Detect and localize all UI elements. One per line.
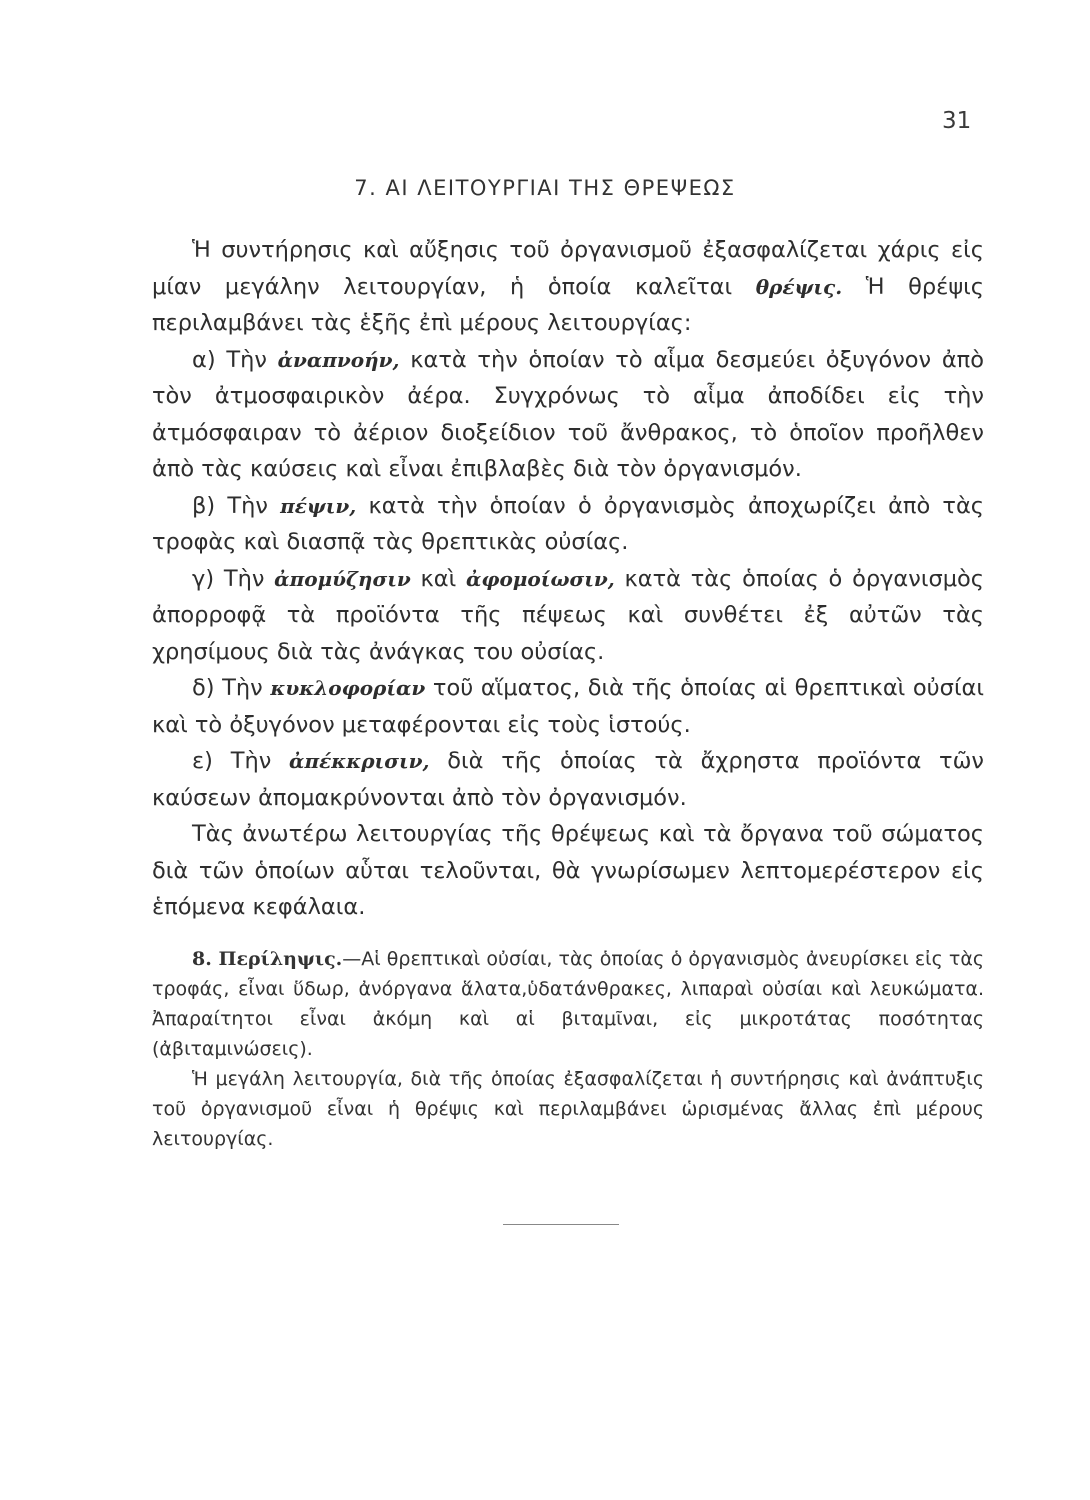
item-term: ἀπέκκρισιν, [289,749,430,773]
summary-section [152,944,984,1154]
closing-paragraph: Τὰς ἀνωτέρω λειτουργίας τῆς θρέψεως καὶ τὰ ὄργανα τοῦ σώματος διὰ τῶν ὁποίων αὗται τελοῦνται, θὰ γνωρίσωμεν λεπτομερέστερον εἰς ἑπόμενα κεφάλαια. [152,821,984,920]
list-item-e [152,743,984,816]
item-lead: β) Τὴν [192,492,281,519]
list-item-c [152,561,984,671]
section-title: 7. ΑΙ ΛΕΙΤΟΥΡΓΙΑΙ ΤΗΣ ΘΡΕΨΕΩΣ [354,176,736,200]
item-tail: κατὰ τὰς ὁποίας ὁ ὀργανισμὸς ἀπορροφᾷ τὰ προϊόντα τῆς πέψεως καὶ συνθέτει ἐξ αὐτῶν τὰς χρησίμους διὰ τὰς ἀνάγκας του οὐσίας. [152,565,984,665]
intro-paragraph [152,232,984,342]
intro-tail: Ἡ θρέψις περιλαμβάνει τὰς ἑξῆς ἐπὶ μέρους λειτουργίας: [152,273,984,336]
intro-term: θρέψις. [755,274,843,299]
item-tail: τοῦ αἵματος, διὰ τῆς ὁποίας αἱ θρεπτικαὶ οὐσίαι καὶ τὸ ὀξυγόνον μεταφέρονται εἰς τοὺς ἱστούς. [152,675,984,738]
item-lead: ε) Τὴν [192,748,290,774]
item-term: κυκλοφορίαν [270,676,426,700]
item-tail: κατὰ τὴν ὁποίαν τὸ αἷμα δεσμεύει ὀξυγόνον ἀπὸ τὸν ἀτμοσφαιρικὸν ἀέρα. Συγχρόνως τὸ αἷμα ἀποδίδει εἰς τὴν ἀτμόσφαιραν τὸ ἀέριον διοξείδιον τοῦ ἄνθρακος, τὸ ὁποῖον προῆλθεν ἀπὸ τὰς καύσεις καὶ εἶναι ἐπιβλαβὲς διὰ τὸν ὀργανισμόν. [152,346,984,482]
item-tail: κατὰ τὴν ὁποίαν ὁ ὀργανισμὸς ἀποχωρίζει ἀπὸ τὰς τροφὰς καὶ διασπᾷ τὰς θρεπτικὰς οὐσίας. [152,492,984,555]
item-term-2: ἀφομοίωσιν, [465,566,615,591]
summary-paragraph-2: Ἡ μεγάλη λειτουργία, διὰ τῆς ὁποίας ἐξασφαλίζεται ἡ συντήρησις καὶ ἀνάπτυξις τοῦ ὀργανισμοῦ εἶναι ἡ θρέψις καὶ περιλαμβάνει ὡρισμένας ἄλλας ἐπὶ μέρους λειτουργίας. [152,1068,984,1150]
summary-text-1: —Αἱ θρεπτικαὶ οὐσίαι, τὰς ὁποίας ὁ ὀργανισμὸς ἀνευρίσκει εἰς τὰς τροφάς, εἶναι ὕδωρ, ἀνόργανα ἅλατα,ὑδατάνθρακες, λιπαραὶ οὐσίαι καὶ λευκώματα. Ἀπαραίτητοι εἶναι ἀκόμη καὶ αἱ βιταμῖναι, εἰς μικροτάτας ποσότητας (ἀβιταμινώσεις). [152,948,984,1060]
summary-heading: 8. Περίληψις. [192,948,343,970]
item-lead: γ) Τὴν [192,565,275,592]
body-text [152,232,984,926]
item-lead: α) Τὴν [192,346,278,373]
item-mid: καὶ [410,565,466,592]
page-number: 31 [942,108,972,134]
list-item-a [152,342,984,488]
item-term: ἀπομύζησιν [274,566,411,591]
item-lead: δ) Τὴν [192,675,271,701]
end-rule [503,1224,619,1225]
item-tail: διὰ τῆς ὁποίας τὰ ἄχρηστα προϊόντα τῶν καύσεων ἀπομακρύνονται ἀπὸ τὸν ὀργανισμόν. [152,748,985,811]
list-item-d [152,670,984,743]
item-term: ἀναπνοήν, [277,347,400,372]
item-term: πέψιν, [280,493,357,518]
intro-lead: Ἡ συντήρησις καὶ αὔξησις τοῦ ὀργανισμοῦ ἐξασφαλίζεται χάρις εἰς μίαν μεγάλην λειτουργίαν, ἡ ὁποία καλεῖται [152,237,984,300]
summary-paragraph-1 [152,944,984,1064]
list-item-b [152,488,984,561]
